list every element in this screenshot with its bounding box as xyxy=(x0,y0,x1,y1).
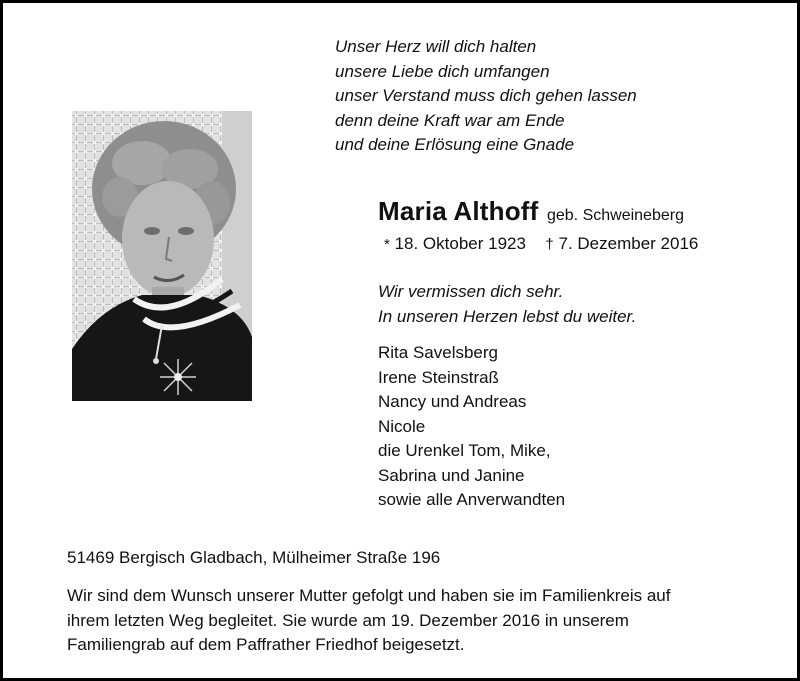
poem-line: denn deine Kraft war am Ende xyxy=(335,110,565,130)
birth-name: geb. Schweineberg xyxy=(546,207,684,224)
death-date: 7. Dezember 2016 xyxy=(558,234,699,253)
remembrance-message xyxy=(378,280,636,329)
mourner-item: Irene Steinstraß xyxy=(378,367,499,387)
notice-line: Wir sind dem Wunsch unserer Mutter gefolgt und haben sie im Familienkreis auf xyxy=(67,586,671,605)
death-cross-icon: † xyxy=(545,236,554,253)
mourner-item: Rita Savelsberg xyxy=(378,343,499,362)
message-line: In unseren Herzen lebst du weiter. xyxy=(378,306,637,326)
mourner-item: sowie alle Anverwandten xyxy=(378,490,566,509)
mourner-item: Nicole xyxy=(378,416,426,436)
mourner-item: Nancy und Andreas xyxy=(378,392,527,411)
burial-notice xyxy=(67,584,757,658)
deceased-name: Maria Althoff xyxy=(378,196,539,226)
birth-star-icon: * xyxy=(384,236,390,253)
birth-date: 18. Oktober 1923 xyxy=(394,234,526,253)
poem-line: und deine Erlösung eine Gnade xyxy=(335,135,575,154)
mourner-item: Sabrina und Janine xyxy=(378,465,525,485)
notice-line: Familiengrab auf dem Paffrather Friedhof beigesetzt. xyxy=(67,635,465,654)
message-line: Wir vermissen dich sehr. xyxy=(378,282,564,301)
notice-line: ihrem letzten Weg begleitet. Sie wurde am 19. Dezember 2016 in unserem xyxy=(67,610,629,630)
poem xyxy=(335,35,637,158)
family-address: 51469 Bergisch Gladbach, Mülheimer Straße 196 xyxy=(67,548,441,567)
poem-line: unser Verstand muss dich gehen lassen xyxy=(335,86,637,105)
poem-line: unsere Liebe dich umfangen xyxy=(335,61,550,81)
deceased-name-line xyxy=(378,196,684,227)
mourners-list xyxy=(378,341,565,513)
life-dates xyxy=(384,234,698,254)
portrait-photo xyxy=(72,111,252,401)
poem-line: Unser Herz will dich halten xyxy=(335,37,537,56)
mourner-item: die Urenkel Tom, Mike, xyxy=(378,441,551,460)
